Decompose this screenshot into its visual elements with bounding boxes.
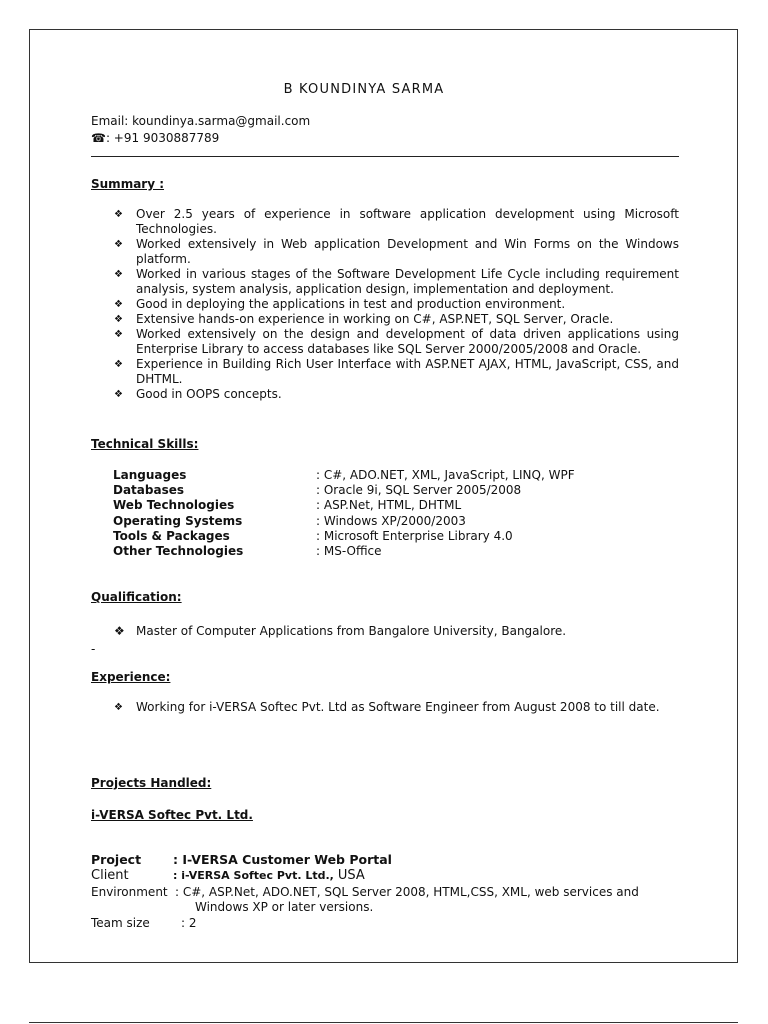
stray-dash: - <box>91 642 96 656</box>
skills-row: Other Technologies : MS-Office <box>113 544 382 559</box>
diamond-bullet-icon: ❖ <box>114 702 123 713</box>
diamond-bullet-icon: ❖ <box>114 389 123 400</box>
telephone-icon: ☎ <box>91 131 106 145</box>
list-item: ❖ Experience in Building Rich User Interface with ASP.NET AJAX, HTML, JavaScript, CSS, and DHTML. <box>114 357 679 386</box>
phone-number: : +91 9030887789 <box>105 131 220 145</box>
phone-line <box>91 131 219 145</box>
experience-list <box>114 700 679 715</box>
skills-row: Databases : Oracle 9i, SQL Server 2005/2008 <box>113 483 522 498</box>
list-item: ❖ Extensive hands-on experience in working on C#, ASP.NET, SQL Server, Oracle. <box>114 312 614 326</box>
project-row: Project : I-VERSA Customer Web Portal <box>91 852 392 867</box>
qualification-heading: Qualification: <box>91 590 182 604</box>
header-divider <box>91 156 679 157</box>
list-item: ❖ Worked in various stages of the Software Development Life Cycle including requirement analysis, system analysis, application design, implementation and deployment. <box>114 267 679 296</box>
email-line: Email: koundinya.sarma@gmail.com <box>91 114 311 128</box>
diamond-bullet-icon: ❖ <box>114 329 123 340</box>
list-item: ❖ Worked extensively on the design and development of data driven applications using Enterprise Library to access databases like SQL Server 2000/2005/2008 and Oracle. <box>114 327 679 356</box>
list-item: ❖ Over 2.5 years of experience in software application development using Microsoft Technologies. <box>114 207 679 236</box>
environment-row: Environment : C#, ASP.Net, ADO.NET, SQL Server 2008, HTML,CSS, XML, web services and <box>91 885 639 899</box>
diamond-bullet-icon: ❖ <box>114 359 123 370</box>
skills-heading: Technical Skills: <box>91 437 199 451</box>
list-item: ❖ Good in OOPS concepts. <box>114 387 282 401</box>
diamond-bullet-icon: ❖ <box>114 314 123 325</box>
project-block <box>91 852 639 931</box>
diamond-bullet-icon: ❖ <box>114 239 123 250</box>
diamond-bullet-icon: ❖ <box>114 624 125 638</box>
diamond-bullet-icon: ❖ <box>114 209 123 220</box>
team-size-row: Team size : 2 <box>91 916 197 930</box>
list-item: ❖ Working for i-VERSA Softec Pvt. Ltd as Software Engineer from August 2008 to till date. <box>114 700 660 714</box>
skills-table <box>113 468 575 559</box>
candidate-name: B KOUNDINYA SARMA <box>283 82 445 97</box>
summary-heading: Summary : <box>91 177 165 191</box>
qualification-list <box>114 624 679 639</box>
client-row: Client : i-VERSA Softec Pvt. Ltd., USA <box>91 868 365 883</box>
summary-list <box>114 207 679 402</box>
diamond-bullet-icon: ❖ <box>114 299 123 310</box>
projects-heading: Projects Handled: <box>91 776 212 790</box>
skills-row: Web Technologies : ASP.Net, HTML, DHTML <box>113 498 462 513</box>
skills-row: Tools & Packages : Microsoft Enterprise Library 4.0 <box>113 528 513 543</box>
list-item: ❖ Good in deploying the applications in test and production environment. <box>114 297 566 311</box>
environment-row-continued: Windows XP or later versions. <box>195 900 374 914</box>
company-heading: i-VERSA Softec Pvt. Ltd. <box>91 808 253 822</box>
list-item: ❖ Worked extensively in Web application Development and Win Forms on the Windows platform. <box>114 237 679 266</box>
experience-heading: Experience: <box>91 670 171 684</box>
skills-row: Operating Systems : Windows XP/2000/2003 <box>113 513 466 528</box>
resume-page <box>29 29 738 963</box>
diamond-bullet-icon: ❖ <box>114 269 123 280</box>
next-page-edge <box>29 1022 738 1023</box>
list-item: ❖ Master of Computer Applications from Bangalore University, Bangalore. <box>114 624 567 638</box>
skills-row: Languages : C#, ADO.NET, XML, JavaScript, LINQ, WPF <box>113 468 575 482</box>
